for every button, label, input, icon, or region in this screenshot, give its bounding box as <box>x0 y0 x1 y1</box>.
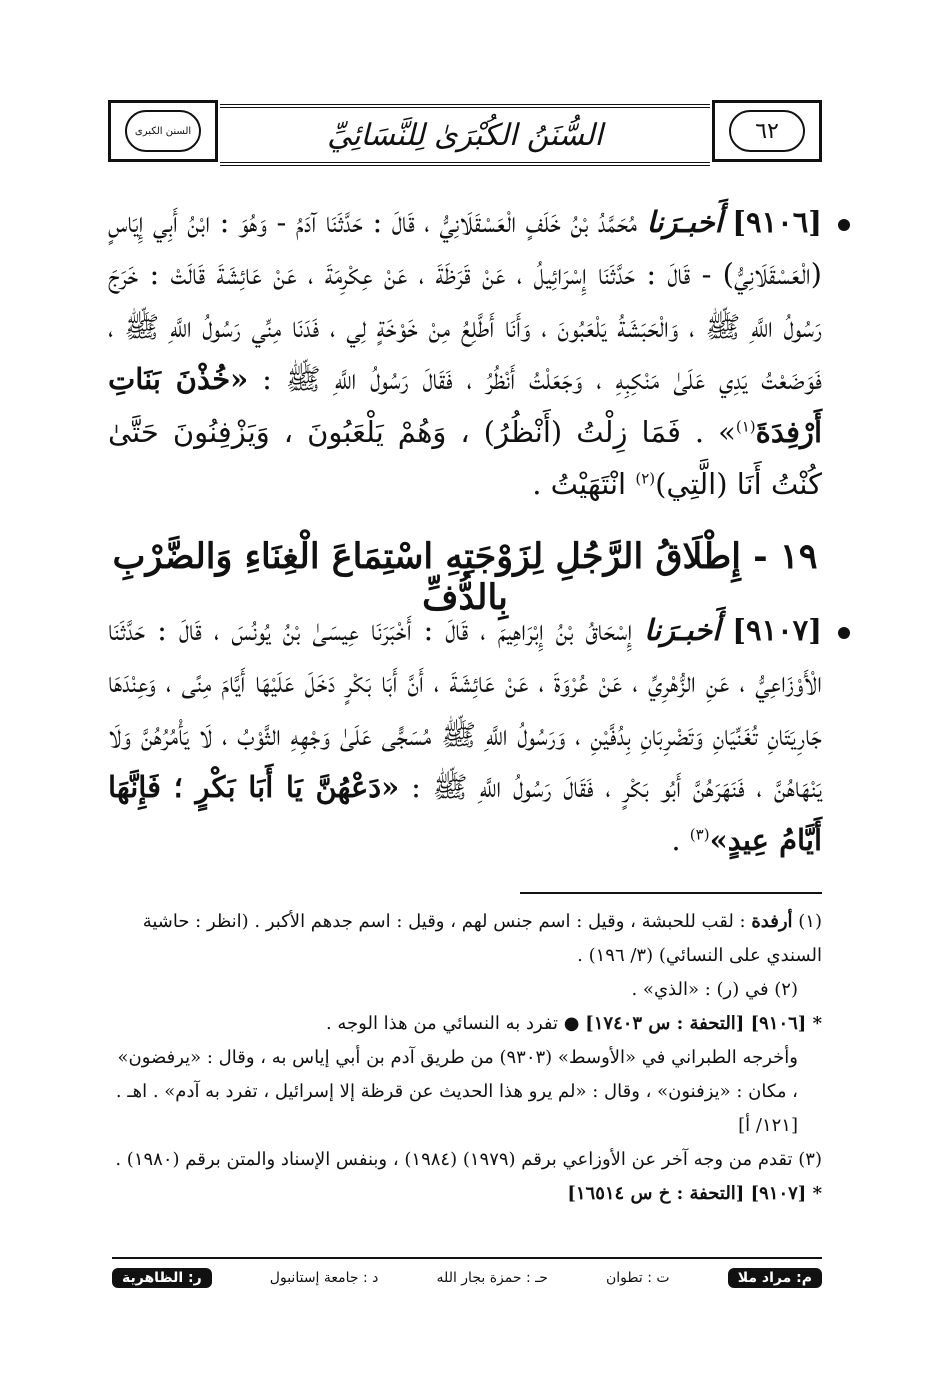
hadith-text: مُحَمَّدُ بْنُ خَلَفٍ الْعَسْقَلَانِيُّ ، قَالَ : حَدَّثَنَا آدَمُ - وَهُوَ : ابْنُ أَبِي إِيَاسٍ (الْعَسْقَلَانِيُّ) - قَالَ : حَدَّثَنَا إِسْرَائِيلُ ، عَنْ قَرَظَةَ ، عَنْ عِكْرِمَةَ ، عَنْ عَائِشَةَ قَالَتْ : خَرَجَ رَسُولُ اللَّهِ ﷺ ، وَالْحَبَشَةُ يَلْعَبُونَ ، وَأَنَا أَطَّلِعُ مِنْ خَوْخَةٍ لِي ، فَدَنَا مِنِّي رَسُولُ اللَّهِ ﷺ ، فَوَضَعْتُ يَدِي عَلَىٰ مَنْكِبِهِ ، وَجَعَلْتُ أَنْظُرُ ، فَقَالَ رَسُولُ اللَّهِ ﷺ : <box>108 205 822 397</box>
page-number-frame <box>712 100 822 162</box>
book-title: السُّنَنُ الكُبْرَىٰ لِلنَّسَائِيِّ <box>327 117 603 153</box>
hadith-text: » . فَمَا زِلْتُ (أَنْظُرُ) ، وَهُمْ يَلْعَبُونَ ، وَيَزْفِنُونَ حَتَّىٰ كُنْتُ أَنَا (الَّتِي) <box>108 414 822 502</box>
takhrij-9106: * [٩١٠٦] [التحفة : س ١٧٤٠٣] ● تفرد به النسائي من هذا الوجه . <box>325 1013 822 1034</box>
page-header <box>108 100 822 162</box>
manuscript-t: ت : تطوان <box>606 1270 670 1286</box>
book-seal <box>108 100 218 162</box>
footnote-3: (٣) تقدم من وجه آخر عن الأوزاعي برقم (١٩٧٩) (١٩٨٤) ، وبنفس الإسناد والمتن برقم (١٩٨٠) . <box>115 1149 822 1170</box>
takhrij-9107: * [٩١٠٧] [التحفة : خ س ١٦٥١٤] <box>567 1183 822 1204</box>
hadith-text: إِسْحَاقُ بْنُ إِبْرَاهِيمَ ، قَالَ : أَخْبَرَنَا عِيسَىٰ بْنُ يُونُسَ ، قَالَ : حَدَّثَنَا الْأَوْزَاعِيُّ ، عَنِ الزُّهْرِيِّ ، عَنْ عُرْوَةَ ، عَنْ عَائِشَةَ ، أَنَّ أَبَا بَكْرٍ دَخَلَ عَلَيْهَا أَيَّامَ مِنًى ، وَعِنْدَهَا جَارِيَتَانِ تُغَنِّيَانِ وَتَضْرِبَانِ بِدُفَّيْنِ ، وَرَسُولُ اللَّهِ ﷺ مُسَجًّى عَلَىٰ وَجْهِهِ الثَّوْبُ ، لَا يَأْمُرُهُنَّ وَلَا يَنْهَاهُنَّ ، فَنَهَرَهُنَّ أَبُو بَكْرٍ ، فَقَالَ رَسُولُ اللَّهِ ﷺ : <box>108 613 822 805</box>
prophet-quote: «خُذْنَ بَنَاتِ أَرْفِدَةَ <box>108 362 822 449</box>
manuscript-key <box>112 1266 822 1290</box>
footnote-2: (٢) في (ر) : «الذي» . <box>631 979 798 1000</box>
bullet-icon <box>838 219 850 231</box>
hadith-number: [٩١٠٦] <box>732 205 823 239</box>
akhbarana-label: أَخبـرَنا <box>644 613 721 647</box>
hadith-text: . <box>671 822 690 857</box>
manuscript-r: ر: الظاهرية <box>112 1268 212 1288</box>
hadith-text: انْتَهَيْتُ . <box>532 467 636 502</box>
footer-divider <box>112 1257 822 1259</box>
footnote-ref: (٣) <box>689 824 710 843</box>
footnote-divider <box>520 892 822 894</box>
manuscript-d: د : جامعة إستانبول <box>269 1270 379 1286</box>
manuscript-h: حـ : حمزة بجار الله <box>436 1270 548 1286</box>
footnote-ref: (٢) <box>635 469 656 488</box>
takhrij-note: وأخرجه الطبراني في «الأوسط» (٩٣٠٣) من طريق آدم بن أبي إياس به ، وقال : «يرفضون» ، مكان : «يزفنون» ، وقال : «لم يرو هذا الحديث عن قرظة إلا إسرائيل ، تفرد به آدم» . اهـ . [١٢١/ أ] <box>115 1047 798 1136</box>
chapter-heading: ١٩ - إِطْلَاقُ الرَّجُلِ لِزَوْجَتِهِ اسْتِمَاعَ الْغِنَاءِ وَالضَّرْبِ بِالدُّفِّ <box>112 536 818 618</box>
footnotes <box>108 905 822 1211</box>
manuscript-m: م: مراد ملا <box>728 1268 822 1288</box>
hadith-number: [٩١٠٧] <box>732 613 822 647</box>
seal-title: السنن الكبرى <box>134 125 192 137</box>
page-number: ٦٢ <box>755 118 779 144</box>
header-band <box>220 104 710 166</box>
hadith-9106 <box>108 196 822 510</box>
bullet-icon <box>838 627 850 639</box>
hadith-9107 <box>108 604 822 866</box>
prophet-quote: «دَعْهُنَّ يَا أَبَا بَكْرٍ ؛ فَإِنَّهَا أَيَّامُ عِيدٍ» <box>108 770 822 857</box>
footnote-1: (١) أرفدة : لقب للحبشة ، وقيل : اسم جنس لهم ، وقيل : اسم جدهم الأكبر . (انظر : حاشية السندي على النسائي) (٣/ ١٩٦) . <box>142 911 822 966</box>
akhbarana-label: أَخبـرَنا <box>646 205 723 239</box>
footnote-ref: (١) <box>735 416 756 435</box>
